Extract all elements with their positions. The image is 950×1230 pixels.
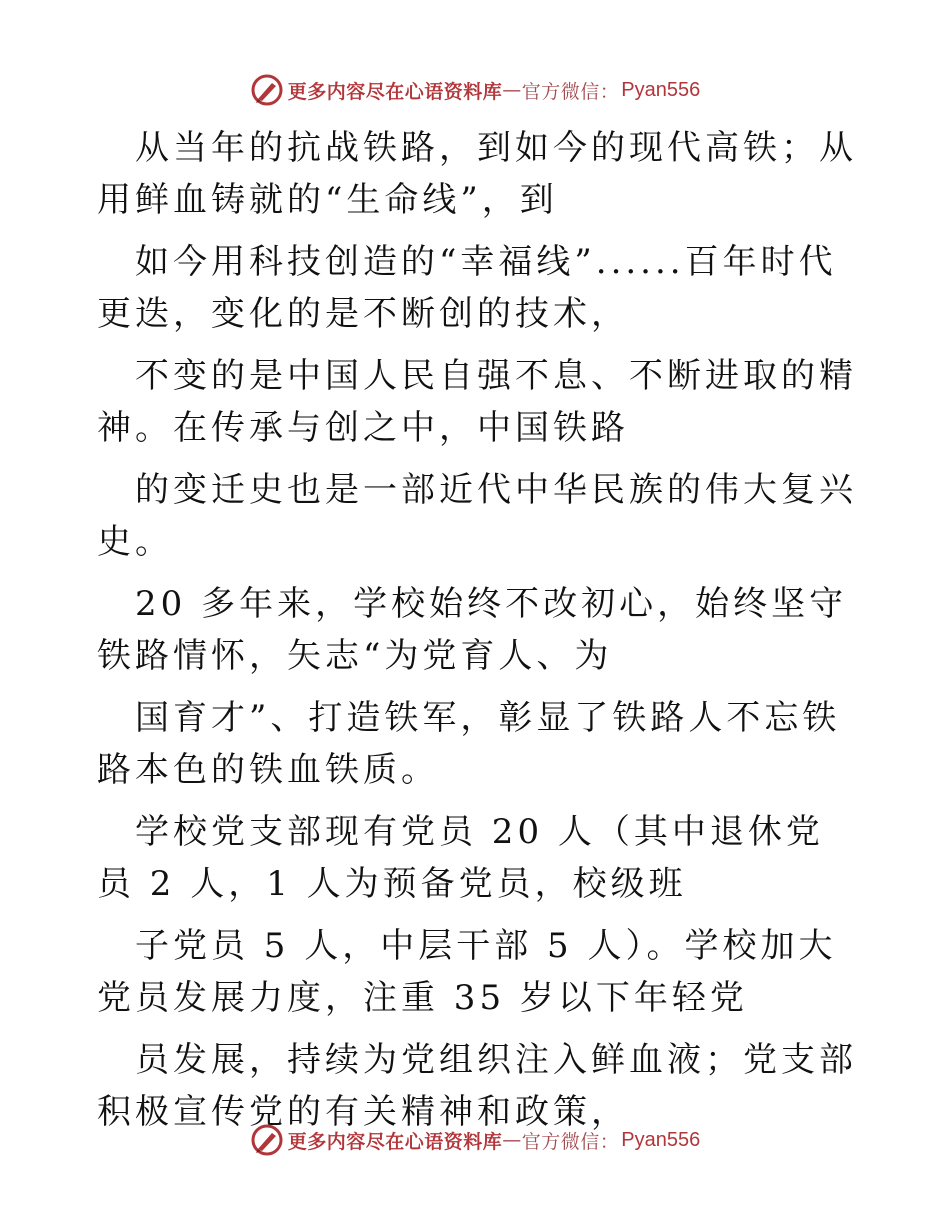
document-body xyxy=(97,122,857,1148)
footer-contact-label: 官方微信： xyxy=(521,1130,620,1153)
paragraph-6: 国育才”、打造铁军，彰显了铁路人不忘铁路本色的铁血铁质。 xyxy=(97,698,841,790)
paragraph-8: 子党员 5 人，中层干部 5 人）。学校加大党员发展力度，注重 35 岁以下年轻党 xyxy=(97,926,837,1018)
paragraph-4: 的变迁史也是一部近代中华民族的伟大复兴史。 xyxy=(97,470,857,562)
paragraph-1: 从当年的抗战铁路，到如今的现代高铁；从用鲜血铸就的“生命线”，到 xyxy=(97,128,857,220)
footer-brand-text: 更多内容尽在心语资料库 xyxy=(287,1130,503,1153)
paragraph-2: 如今用科技创造的“幸福线”......百年时代更迭，变化的是不断创的技术， xyxy=(97,242,837,334)
footer-banner xyxy=(0,1120,950,1160)
pen-circle-logo-icon xyxy=(250,1123,284,1157)
paragraph-7: 学校党支部现有党员 20 人（其中退休党员 2 人，1 人为预备党员，校级班 xyxy=(97,812,824,904)
footer-dash: — xyxy=(502,1129,522,1151)
header-brand-text: 更多内容尽在心语资料库 xyxy=(287,80,503,103)
header-contact-id: Pyan556 xyxy=(621,78,701,101)
paragraph-3: 不变的是中国人民自强不息、不断进取的精神。在传承与创之中，中国铁路 xyxy=(97,356,857,448)
footer-contact-id: Pyan556 xyxy=(621,1128,701,1151)
paragraph-5: 20 多年来，学校始终不改初心，始终坚守铁路情怀，矢志“为党育人、为 xyxy=(97,584,848,676)
header-dash: — xyxy=(502,79,522,101)
header-banner xyxy=(0,70,950,110)
paragraph-9: 员发展，持续为党组织注入鲜血液；党支部积极宣传党的有关精神和政策， xyxy=(97,1040,857,1132)
pen-circle-logo-icon xyxy=(250,73,284,107)
header-contact-label: 官方微信： xyxy=(521,80,620,103)
